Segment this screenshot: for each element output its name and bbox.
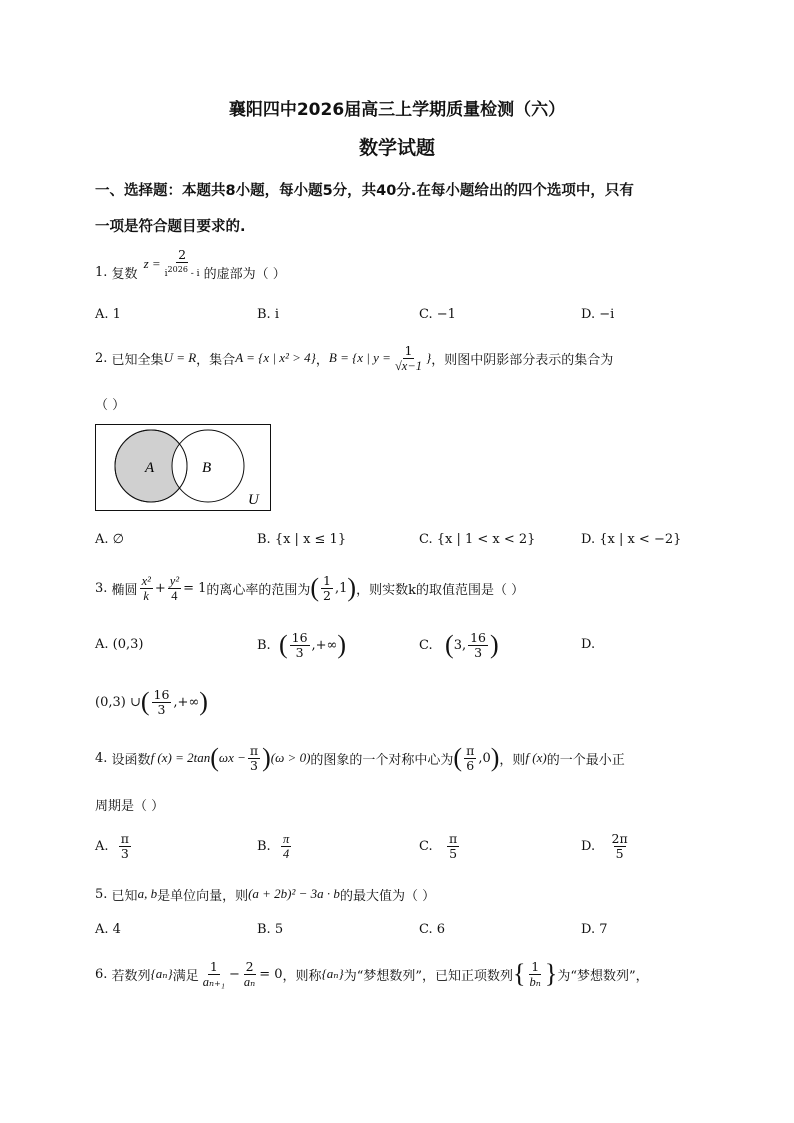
question-2 — [95, 338, 613, 378]
q6-mid1: 满足 — [172, 968, 199, 984]
q5-mid: 是单位向量，则 — [157, 888, 249, 904]
q3-option-d[interactable] — [95, 680, 208, 724]
q4-option-b[interactable] — [257, 826, 293, 866]
q4-function-2: f (x) — [525, 750, 547, 765]
q4-arg-open: ( — [210, 743, 219, 772]
q3-option-d-close: ) — [199, 687, 208, 716]
q2-b-close: } — [426, 350, 432, 365]
q2-option-a[interactable]: A. ∅ — [95, 532, 124, 547]
q3-frac1-den: k — [143, 588, 149, 603]
q1-number: 1. — [95, 264, 108, 280]
q3-range-num: 1 — [323, 572, 331, 588]
q3-plus: + — [154, 580, 166, 596]
q2-set-b-fraction — [393, 344, 424, 373]
q3-frac2-num: y² — [169, 573, 180, 588]
q3-option-c-frac: $\frac{16}{3}$ — [470, 629, 487, 660]
q4-condition: (ω > 0) — [270, 750, 311, 765]
section-header-line1: 一、选择题：本题共8小题，每小题5分，共40分.在每小题给出的四个选项中，只有 — [95, 183, 634, 199]
q3-range-paren-close: ) — [347, 573, 357, 602]
q2-option-c[interactable]: C. {x | 1 < x < 2} — [419, 532, 536, 547]
q4-option-c-label: C. — [419, 838, 433, 854]
venn-label-b: B — [202, 460, 212, 476]
q3-option-d-frac: $\frac{16}{3}$ — [153, 686, 170, 717]
q3-range-den: 2 — [323, 587, 331, 603]
q3-option-c-head: 3, — [453, 637, 467, 653]
q3-frac1 — [140, 574, 153, 603]
q4-option-d-label: D. — [581, 838, 596, 854]
q3-option-a[interactable]: A. (0,3) — [95, 637, 144, 652]
q6-number: 6. — [95, 966, 108, 982]
q3-mid: 的离心率的范围为 — [206, 582, 311, 598]
q4-arg-close: ) — [262, 743, 271, 772]
venn-label-a: A — [145, 460, 155, 476]
q5-option-d[interactable]: D. 7 — [581, 922, 608, 937]
q5-post: 的最大值为（ ） — [339, 888, 436, 904]
q3-option-b-open: ( — [278, 630, 288, 659]
q6-post: 为“梦想数列”， — [557, 968, 649, 984]
page-title: 襄阳四中2026届高三上学期质量检测（六） — [228, 100, 566, 120]
q5-number: 5. — [95, 886, 108, 902]
q4-post2: 的一个最小正 — [546, 752, 625, 768]
q3-option-b-frac: $\frac{16}{3}$ — [291, 629, 308, 660]
q6-pre: 若数列 — [111, 968, 151, 984]
q4-line2: 周期是（ ） — [95, 799, 165, 814]
section-header-line2: 一项是符合题目要求的. — [95, 219, 246, 235]
q4-option-d[interactable] — [581, 826, 632, 866]
q6-mid3: 为“梦想数列”，已知正项数列 — [343, 968, 514, 984]
q6-minus: − — [229, 966, 240, 982]
q4-post: ，则 — [499, 752, 526, 768]
q6-eq: = 0 — [259, 966, 283, 982]
q6-mid2: ，则称 — [282, 968, 322, 984]
q3-frac2 — [168, 574, 181, 603]
q3-frac2-den: 4 — [171, 588, 178, 603]
q4-ctr-close: ) — [490, 743, 500, 772]
q5-pre: 已知 — [111, 888, 138, 904]
q4-ctr-tail: ,0 — [478, 750, 491, 766]
page-subtitle: 数学试题 — [358, 137, 435, 159]
question-6 — [95, 952, 649, 996]
q2-mid1: ，集合 — [196, 352, 236, 368]
q3-range-tail: ,1 — [335, 580, 348, 596]
q3-range-frac — [321, 574, 333, 603]
q3-option-b-label: B. — [257, 637, 271, 653]
q4-option-c-frac: $\frac{\pi}{5}$ — [449, 830, 458, 861]
q1-fraction — [163, 248, 202, 281]
q3-option-c-label: C. — [419, 637, 433, 653]
q3-range-paren-open: ( — [310, 573, 320, 602]
q1-num: 2 — [178, 246, 187, 262]
q3-option-d-open: ( — [140, 687, 150, 716]
q1-option-c[interactable]: C. −1 — [419, 307, 456, 322]
q1-z: z = — [143, 256, 161, 271]
q6-sequence: {aₙ} — [150, 966, 173, 981]
q5-option-a[interactable]: A. 4 — [95, 922, 121, 937]
q4-number: 4. — [95, 750, 108, 766]
q6-sequence-2: {aₙ} — [321, 966, 344, 981]
q3-option-c[interactable] — [419, 625, 499, 665]
q1-post: 的虚部为（ ） — [203, 266, 286, 282]
q1-option-d[interactable]: D. −i — [581, 307, 615, 322]
q2-b-num: 1 — [404, 342, 413, 358]
q2-paren: （ ） — [95, 398, 126, 413]
q4-arg-frac: $\frac{\pi}{3}$ — [249, 742, 259, 773]
q4-option-b-frac: $\frac{\pi}{4}$ — [282, 831, 290, 861]
venn-diagram — [95, 424, 272, 512]
q3-option-d-tail: ,+∞ — [173, 694, 200, 710]
q4-mid: 的图象的一个对称中心为 — [310, 752, 454, 768]
q2-number: 2. — [95, 350, 108, 366]
q4-option-b-label: B. — [257, 838, 271, 854]
q4-option-a[interactable] — [95, 826, 133, 866]
q4-option-c[interactable] — [419, 826, 461, 866]
q6-b-frac: $\frac{1}{\text{bₙ}}$ — [529, 958, 541, 989]
q4-function: f (x) = 2tan — [150, 750, 211, 765]
q1-pre: 复数 — [111, 266, 138, 282]
q2-universal-set: U = R — [163, 350, 197, 365]
q1-option-a[interactable]: A. 1 — [95, 307, 121, 322]
q3-option-b-tail: ,+∞ — [311, 637, 338, 653]
q2-set-b: B = {x | y = — [328, 350, 391, 365]
q3-option-d-label[interactable]: D. — [581, 637, 596, 652]
q4-option-a-label: A. — [95, 838, 109, 854]
venn-label-u: U — [248, 492, 259, 508]
q4-ctr-frac: $\frac{\pi}{6}$ — [466, 742, 475, 773]
q3-option-b-close: ) — [337, 630, 347, 659]
q5-vectors: a, b — [137, 886, 158, 901]
q2-set-a: A = {x | x² > 4} — [235, 350, 316, 365]
q5-expression: (a + 2b)² − 3a · b — [248, 886, 340, 901]
question-4 — [95, 736, 625, 780]
q2-option-d[interactable]: D. {x | x < −2} — [581, 532, 682, 547]
question-3 — [95, 566, 524, 610]
q3-pre: 椭圆 — [111, 582, 138, 598]
q2-option-b[interactable]: B. {x | x ≤ 1} — [257, 532, 347, 547]
q2-comma: ， — [315, 352, 329, 368]
q2-post: ，则图中阴影部分表示的集合为 — [431, 352, 614, 368]
q1-option-b[interactable]: B. i — [257, 307, 279, 322]
q3-option-d-head: (0,3) ∪ — [95, 694, 141, 710]
q4-option-a-frac: $\frac{\pi}{3}$ — [120, 830, 130, 861]
q3-eq: = 1 — [183, 580, 207, 596]
question-5 — [95, 882, 435, 906]
q6-frac2: $\frac{2}{\text{aₙ}}$ — [243, 958, 256, 989]
q3-post: ，则实数k的取值范围是（ ） — [356, 582, 525, 598]
q3-number: 3. — [95, 580, 108, 596]
q6-frac1: $\frac{1}{\text{aₙ₊₁}}$ — [202, 958, 226, 989]
q2-pre: 已知全集 — [111, 352, 164, 368]
q3-option-c-close: ) — [490, 630, 499, 659]
q4-arg-head: ωx − — [218, 750, 246, 765]
q6-b-close: } — [544, 959, 558, 988]
q3-option-b[interactable] — [257, 625, 346, 665]
q5-option-b[interactable]: B. 5 — [257, 922, 284, 937]
q5-option-c[interactable]: C. 6 — [419, 922, 446, 937]
q4-option-d-frac: $\frac{2\pi}{5}$ — [611, 830, 628, 861]
q1-den: $i^{2026}$ - i — [164, 264, 200, 279]
q3-option-c-open: ( — [445, 630, 454, 659]
q4-pre: 设函数 — [111, 752, 151, 768]
q3-frac1-num: x² — [141, 573, 151, 588]
q2-b-den: √x−1 — [394, 358, 423, 373]
question-1 — [95, 246, 286, 292]
q6-b-open: { — [513, 959, 526, 988]
q4-ctr-open: ( — [453, 743, 463, 772]
